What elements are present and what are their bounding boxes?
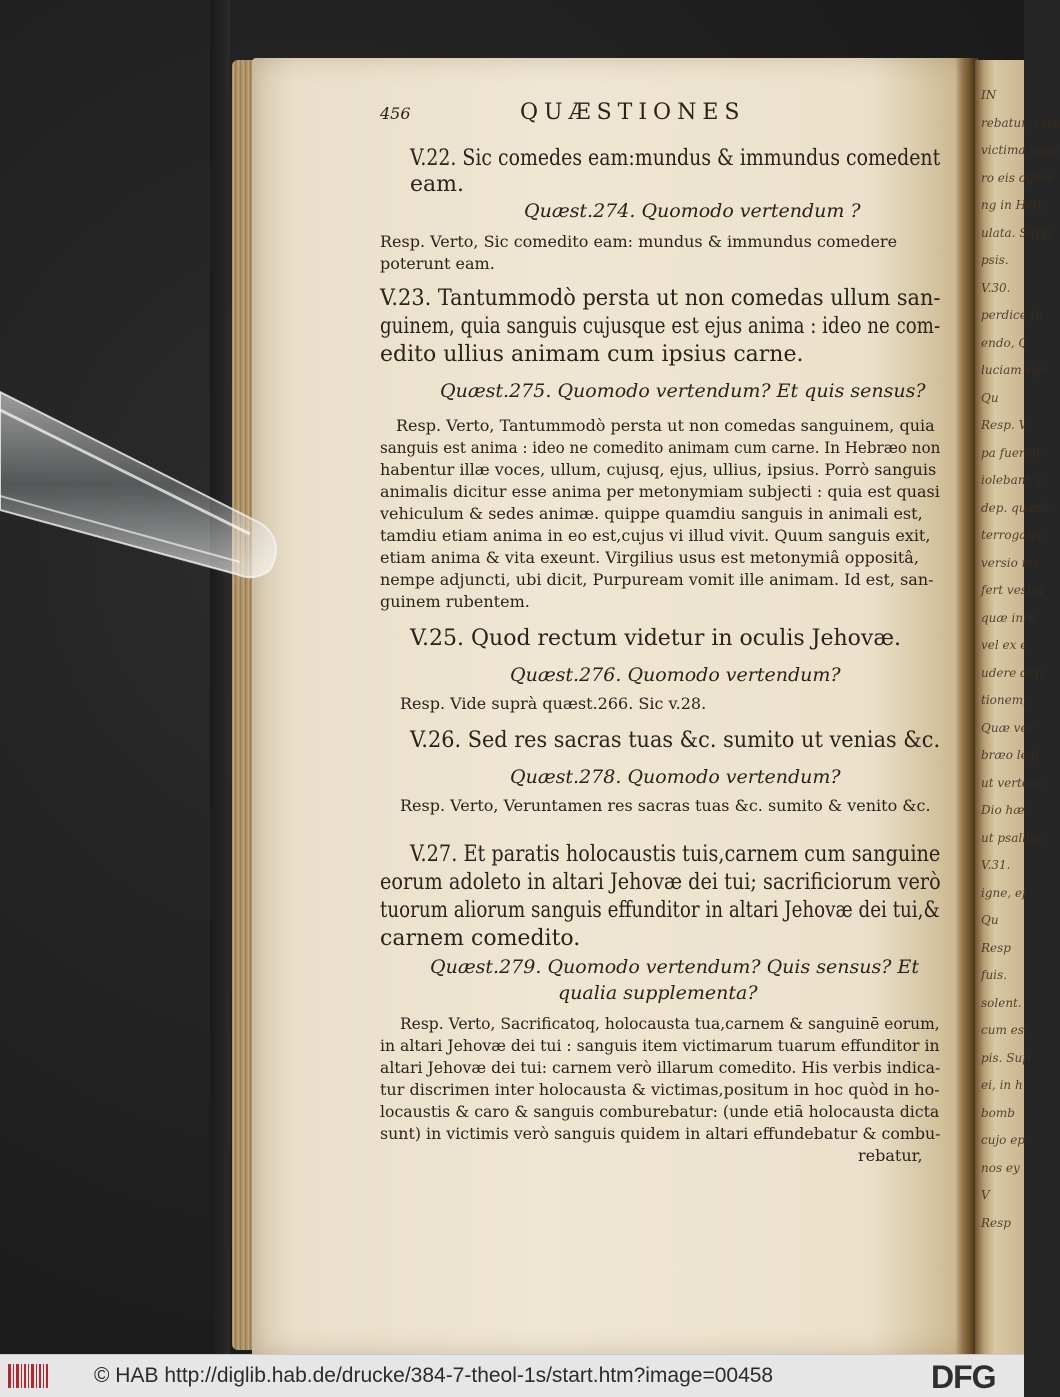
response-line: guinem rubentem. [380, 592, 530, 611]
facing-page-fragment: versio me [981, 555, 1041, 570]
question-heading: Quæst.275. Quomodo vertendum? Et quis sensus? [440, 380, 926, 402]
verse-line: tuorum aliorum sanguis effunditor in altari Jehovæ dei tui,& [380, 898, 940, 923]
book-page-edges [232, 60, 254, 1350]
question-heading: Quæst.276. Quomodo vertendum? [510, 664, 841, 686]
response-line: sanguis est anima : ideo ne comedito animam cum carne. In Hebræo non [380, 438, 941, 457]
verse-line: guinem, quia sanguis cujusque est ejus anima : ideo ne com- [380, 314, 941, 339]
question-heading: Quæst.278. Quomodo vertendum? [510, 766, 841, 788]
facing-page-fragment: pis. Sup [981, 1050, 1030, 1065]
response-line: Resp. Verto, Sacrificatoq, holocausta tua,carnem & sanguinē eorum, [400, 1014, 940, 1033]
response-line: Resp. Vide suprà quæst.266. Sic v.28. [400, 694, 707, 713]
verse-line: V.26. Sed res sacras tuas &c. sumito ut venias &c. [410, 728, 941, 753]
facing-page-fragment: fert vestig [981, 583, 1044, 597]
backdrop-strip [210, 0, 230, 1354]
facing-page-fragment: victima nomi [981, 143, 1060, 157]
facing-page-fragment: udere dep [981, 665, 1043, 680]
response-line: etiam anima & vita exeunt. Virgilius usus est metonymiâ oppositâ, [380, 548, 919, 567]
facing-page-fragment: IN [981, 88, 997, 102]
response-line: Resp. Verto, Veruntamen res sacras tuas &c. sumito & venito &c. [400, 796, 931, 815]
response-line: animalis dicitur esse anima per metonymiam subjecti : quia est quasi [380, 482, 940, 501]
facing-page-fragment: ut vertero [981, 775, 1042, 790]
facing-page-fragment: solent. [981, 995, 1022, 1010]
response-line: Resp. Verto, Sic comedito eam: mundus & immundus comedere [380, 232, 898, 251]
facing-page-fragment: quæ inte [981, 610, 1035, 625]
footer-bar [0, 1354, 1024, 1397]
verse-line: V.27. Et paratis holocaustis tuis,carnem cum sanguine [410, 842, 941, 867]
verse-line: edito ullius animam cum ipsius carne. [380, 342, 804, 367]
facing-page-fragment: Dio hæc [981, 803, 1032, 817]
facing-page-fragment: perdice fu [981, 308, 1043, 322]
facing-page-fragment: nos ey [981, 1160, 1020, 1175]
question-heading: Quæst.274. Quomodo vertendum ? [524, 200, 861, 222]
verse-line: eorum adoleto in altari Jehovæ dei tui; sacrificiorum verò [380, 870, 941, 895]
facing-page-fragment: ut psallim [981, 830, 1042, 845]
response-line: vehiculum & sedes animæ. quippe quamdiu sanguis in animali est, [380, 504, 923, 523]
facing-page-fragment: ng in Heb. [981, 198, 1045, 212]
response-line: nempe adjuncti, ubi dicit, Purpuream vomit ille animam. Id est, san- [380, 570, 934, 589]
response-line: altari Jehovæ dei tui: carnem verò illarum comedito. His verbis indica- [380, 1058, 941, 1077]
response-line: rebatur, [858, 1146, 923, 1165]
verse-line: eam. [410, 172, 464, 197]
response-line: poterunt eam. [380, 254, 495, 273]
facing-page-fragment: V [981, 1188, 990, 1202]
facing-page-fragment: endo, Q [981, 335, 1029, 350]
facing-page-fragment: igne, ef [981, 885, 1027, 900]
verse-line: V.25. Quod rectum videtur in oculis Jehovæ. [410, 626, 901, 651]
facing-page-fragment: vel ex e [981, 638, 1028, 652]
facing-page-fragment: Resp. V [981, 418, 1028, 432]
facing-page-fragment: V.30. [981, 280, 1011, 295]
facing-page-fragment: Qu [981, 390, 999, 405]
facing-page [975, 60, 1060, 1354]
response-line: sunt) in victimis verò sanguis quidem in altari effundebatur & combu- [380, 1124, 941, 1143]
verse-line: V.23. Tantummodò persta ut non comedas ullum san- [380, 286, 941, 311]
facing-page-fragment: bræo legi [981, 748, 1040, 762]
page-number: 456 [380, 104, 411, 123]
response-line: Resp. Verto, Tantummodò persta ut non comedas sanguinem, quia [396, 416, 935, 435]
facing-page-fragment: Quæ ver [981, 720, 1034, 735]
facing-page-fragment: iolebant g [981, 473, 1042, 487]
verse-line: V.22. Sic comedes eam:mundus & immundus comedent [410, 146, 941, 171]
source-link[interactable]: © HAB http://diglib.hab.de/drucke/384-7-theol-1s/start.htm?image=00458 [94, 1364, 774, 1387]
facing-page-fragment: pa fuerint [981, 445, 1042, 460]
facing-page-fragment: ro eis offere [981, 170, 1055, 185]
book-gutter [955, 58, 977, 1354]
response-line: habentur illæ voces, ullum, cujusq, ejus, ullius, ipsius. Porrò sanguis [380, 460, 937, 479]
facing-page-fragment: Resp [981, 1215, 1011, 1230]
facing-page-fragment: ei, in h [981, 1078, 1023, 1092]
response-line: in altari Jehovæ dei tui : sanguis item victimarum tuarum effunditor in [380, 1036, 940, 1055]
running-title: QUÆSTIONES [520, 100, 746, 125]
facing-page-fragment: Resp [981, 940, 1011, 955]
facing-page-fragment: Qu [981, 913, 999, 927]
facing-page-fragment: luciam ego [981, 363, 1048, 377]
response-line: locaustis & caro & sanguis comburebatur: (unde etiā holocausta dicta [380, 1102, 940, 1121]
facing-page-fragment: terrogativ [981, 528, 1042, 542]
barcode-icon [8, 1364, 48, 1388]
facing-page-fragment: cum est [981, 1023, 1029, 1037]
question-heading: qualia supplementa? [558, 982, 758, 1004]
question-heading: Quæst.279. Quomodo vertendum? Quis sensus? Et [430, 956, 919, 978]
facing-page-fragment: fuis. [981, 968, 1007, 982]
facing-page-fragment: rebatur, caro [981, 115, 1060, 130]
facing-page-fragment: dep. quæst. [981, 500, 1053, 515]
facing-page-fragment: cujo ep [981, 1133, 1025, 1147]
response-line: tur discrimen inter holocausta & victimas,positum in hoc quòd in ho- [380, 1080, 940, 1099]
response-line: tamdiu etiam anima in eo est,cujus vi illud vivit. Quum sanguis exit, [380, 526, 931, 545]
facing-page-fragment: psis. [981, 253, 1009, 267]
dfg-logo: DFG [931, 1359, 996, 1395]
verse-line: carnem comedito. [380, 926, 581, 951]
facing-page-fragment: V.31. [981, 858, 1011, 872]
facing-page-fragment: ulata. Supp [981, 225, 1051, 240]
facing-page-fragment: tionem, [981, 693, 1027, 707]
facing-page-fragment: bomb [981, 1105, 1015, 1120]
